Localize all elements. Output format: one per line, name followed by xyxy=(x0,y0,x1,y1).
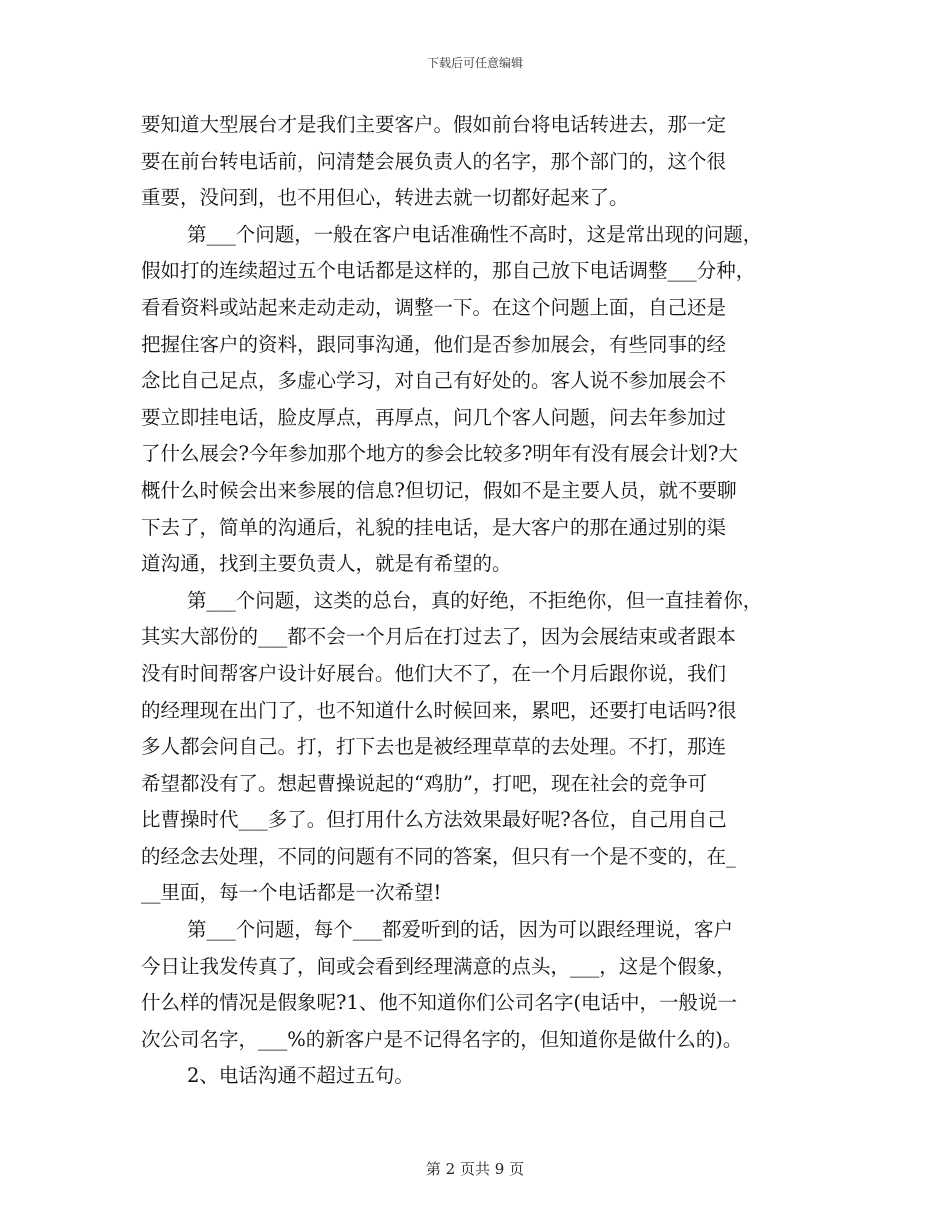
page-header: 下载后可任意编辑 xyxy=(426,56,523,70)
text-line: 重要，没问到，也不用但心，转进去就一切都好起来了。 xyxy=(141,186,629,210)
text-line: 下去了，简单的沟通后，礼貌的挂电话，是大客户的那在通过别的渠 xyxy=(141,515,727,539)
text-line: 要在前台转电话前，问清楚会展负责人的名字，那个部门的，这个很 xyxy=(141,149,727,173)
text-line: 念比自己足点，多虚心学习，对自己有好处的。客人说不参加展会不 xyxy=(141,369,727,393)
text-line: 道沟通，找到主要负责人，就是有希望的。 xyxy=(141,552,512,576)
text-line: 把握住客户的资料，跟同事沟通，他们是否参加展会，有些同事的经 xyxy=(141,332,727,356)
text-line: 比曹操时代___多了。但打用什么方法效果最好呢?各位，自己用自己 xyxy=(141,808,727,832)
text-line: 第___个问题，这类的总台，真的好绝，不拒绝你，但一直挂着你， xyxy=(187,588,763,612)
text-line: 假如打的连续超过五个电话都是这样的，那自己放下电话调整___分种， xyxy=(141,259,756,283)
text-line: 什么样的情况是假象呢?1、他不知道你们公司名字(电话中，一般说一 xyxy=(141,991,737,1015)
text-line: 其实大部份的___都不会一个月后在打过去了，因为会展结束或者跟本 xyxy=(141,625,736,649)
text-line: 的经理现在出门了，也不知道什么时候回来，累吧，还要打电话吗?很 xyxy=(141,698,737,722)
text-line: 要立即挂电话，脸皮厚点，再厚点，问几个客人问题，问去年参加过 xyxy=(141,405,727,429)
text-line: 多人都会问自己。打，打下去也是被经理草草的去处理。不打，那连 xyxy=(141,735,727,759)
text-line: 了什么展会?今年参加那个地方的参会比较多?明年有没有展会计划?大 xyxy=(141,442,738,466)
text-line: __里面，每一个电话都是一次希望! xyxy=(141,881,442,905)
document-body xyxy=(141,107,809,1095)
page-footer: 第 2 页共 9 页 xyxy=(425,1160,525,1178)
text-line: 看看资料或站起来走动走动，调整一下。在这个问题上面，自己还是 xyxy=(141,295,727,319)
text-line: 今日让我发传真了，间或会看到经理满意的点头，___，这是个假象， xyxy=(141,954,736,978)
text-line: 要知道大型展台才是我们主要客户。假如前台将电话转进去，那一定 xyxy=(141,113,727,136)
text-line: 次公司名字，___%的新客户是不记得名字的，但知道你是做什么的)。 xyxy=(141,1027,743,1051)
text-line: 2、电话沟通不超过五句。 xyxy=(187,1064,414,1088)
text-line: 概什么时候会出来参展的信息?但切记，假如不是主要人员，就不要聊 xyxy=(141,478,737,502)
text-line: 没有时间帮客户设计好展台。他们大不了，在一个月后跟你说，我们 xyxy=(141,661,727,685)
text-line: 第___个问题，一般在客户电话准确性不高时，这是常出现的问题， xyxy=(187,222,763,246)
text-line: 希望都没有了。想起曹操说起的“鸡肋”，打吧，现在社会的竞争可 xyxy=(141,771,707,795)
text-line: 第___个问题，每个___都爱听到的话，因为可以跟经理说，客户 xyxy=(187,918,734,942)
text-line: 的经念去处理，不同的问题有不同的答案，但只有一个是不变的，在_ xyxy=(141,844,736,868)
